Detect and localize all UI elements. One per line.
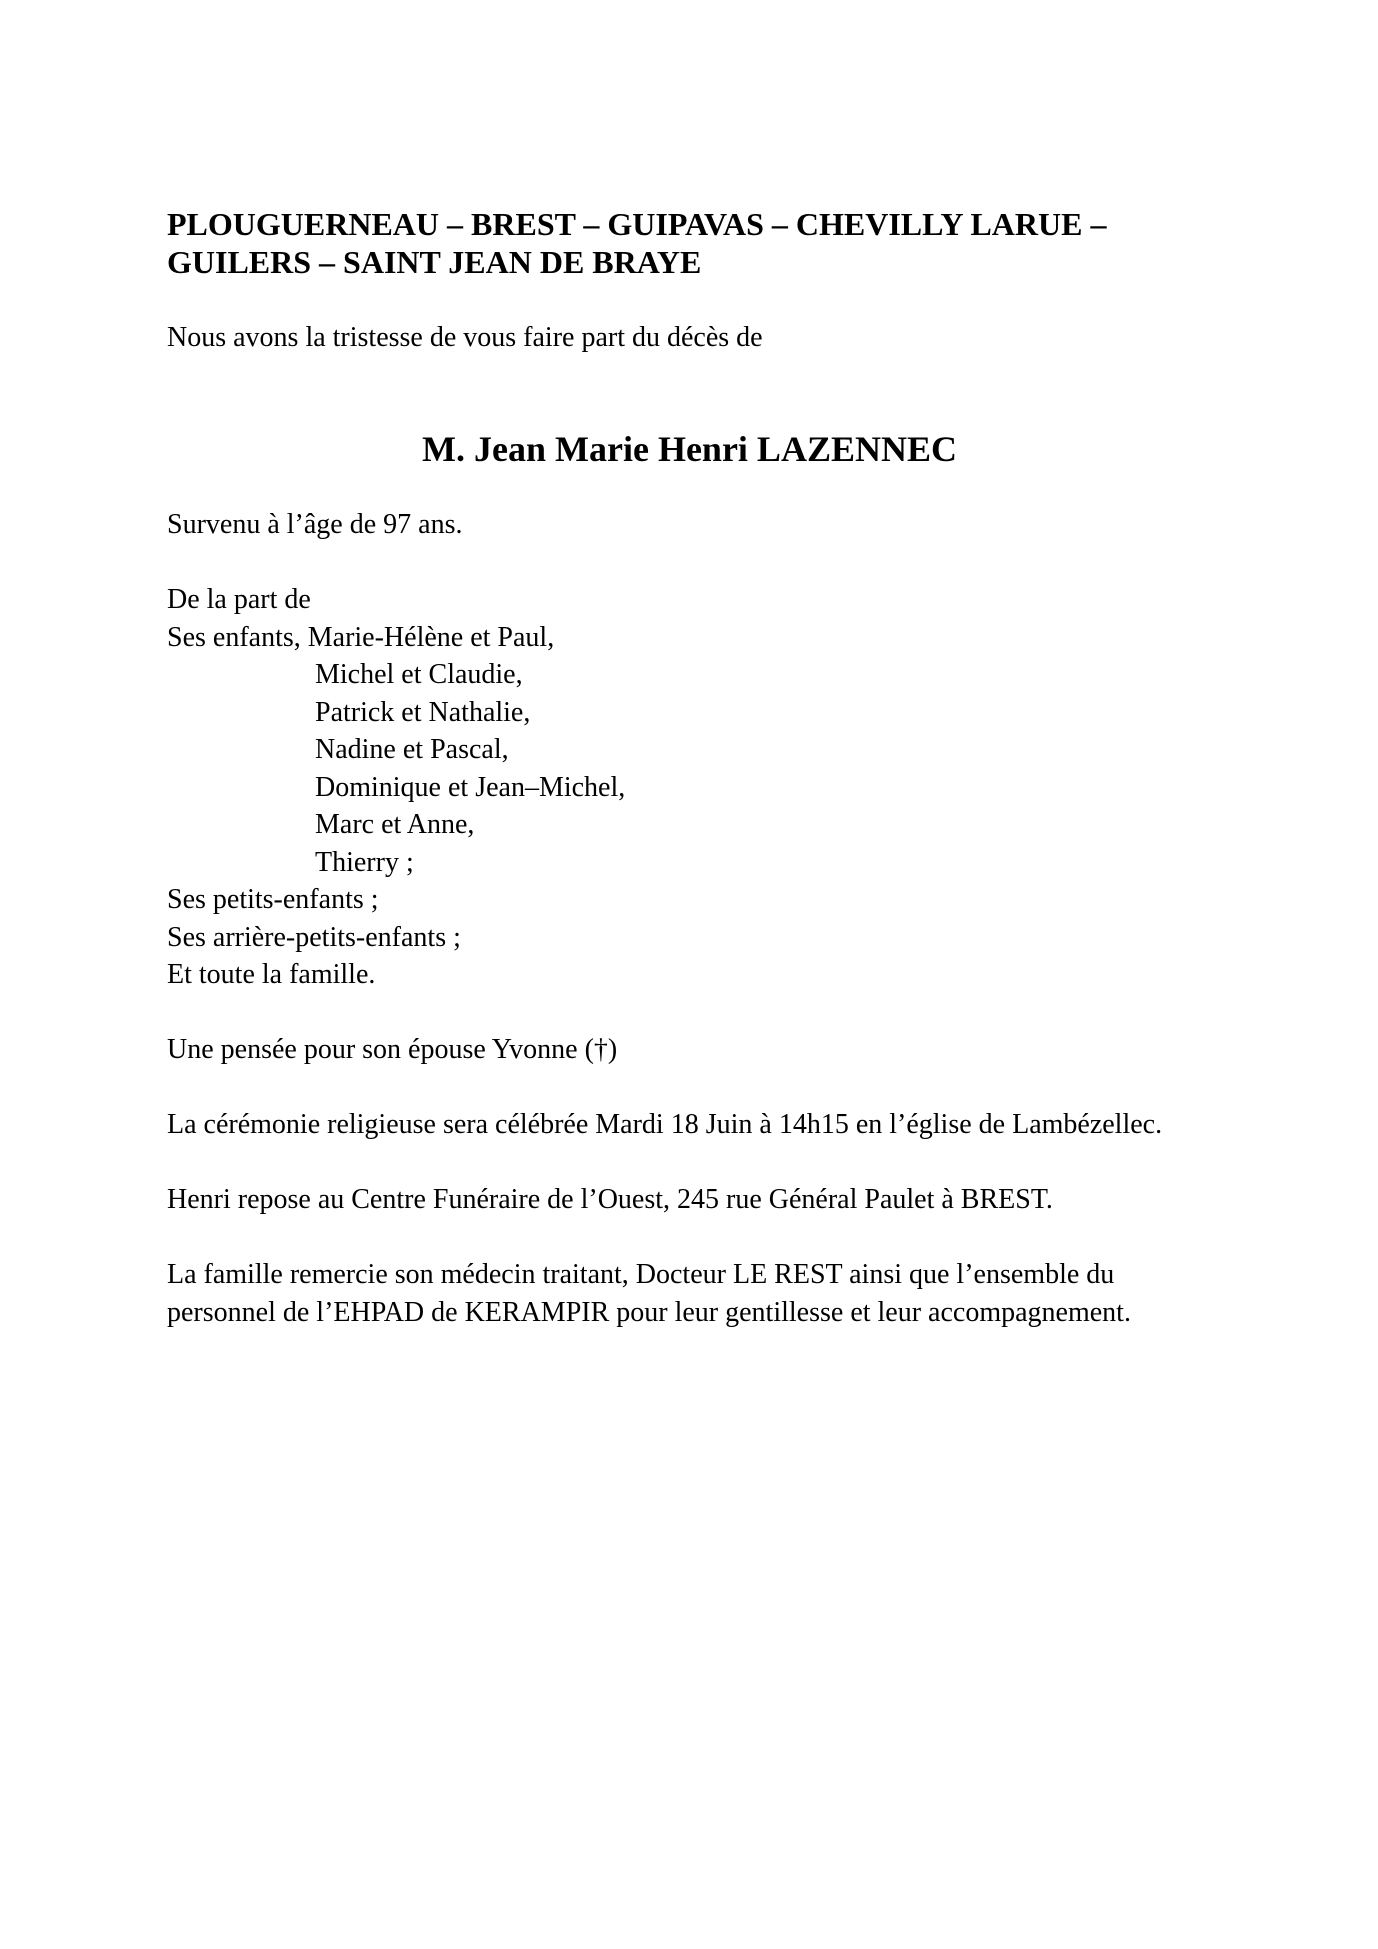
header-cities-line-1: PLOUGUERNEAU – BREST – GUIPAVAS – CHEVILLY LARUE – [167, 206, 1107, 242]
tribute-line: Une pensée pour son épouse Yvonne (†) [167, 1034, 618, 1065]
header-cities-line-2: GUILERS – SAINT JEAN DE BRAYE [167, 243, 702, 280]
age-line: Survenu à l’âge de 97 ans. [167, 509, 463, 540]
family-other-line: Et toute la famille. [167, 959, 376, 990]
family-child-line: Michel et Claudie, [315, 659, 523, 690]
family-block [167, 581, 1212, 994]
ceremony-line: La cérémonie religieuse sera célébrée Mardi 18 Juin à 14h15 en l’église de Lambézellec. [167, 1109, 1163, 1140]
family-child-line: Marc et Anne, [315, 809, 475, 840]
family-child-line: Patrick et Nathalie, [315, 696, 531, 728]
deceased-name: M. Jean Marie Henri LAZENNEC [422, 429, 957, 469]
family-child-line: Thierry ; [315, 846, 414, 878]
family-child-line: Dominique et Jean–Michel, [315, 771, 626, 803]
family-other-line: Ses arrière-petits-enfants ; [167, 921, 461, 953]
thanks-line: La famille remercie son médecin traitant, Docteur LE REST ainsi que l’ensemble du personnel de l’EHPAD de KERAMPIR pour leur gentillesse et leur accompagnement. [167, 1259, 1131, 1328]
family-children-first-line: Ses enfants, Marie-Hélène et Paul, [167, 621, 555, 653]
family-other-line: Ses petits-enfants ; [167, 884, 379, 915]
family-child-line: Nadine et Pascal, [315, 734, 509, 765]
family-from-line: De la part de [167, 584, 311, 615]
repose-line: Henri repose au Centre Funéraire de l’Ouest, 245 rue Général Paulet à BREST. [167, 1184, 1053, 1215]
header-cities [167, 206, 1212, 281]
intro-line: Nous avons la tristesse de vous faire part du décès de [167, 321, 763, 353]
